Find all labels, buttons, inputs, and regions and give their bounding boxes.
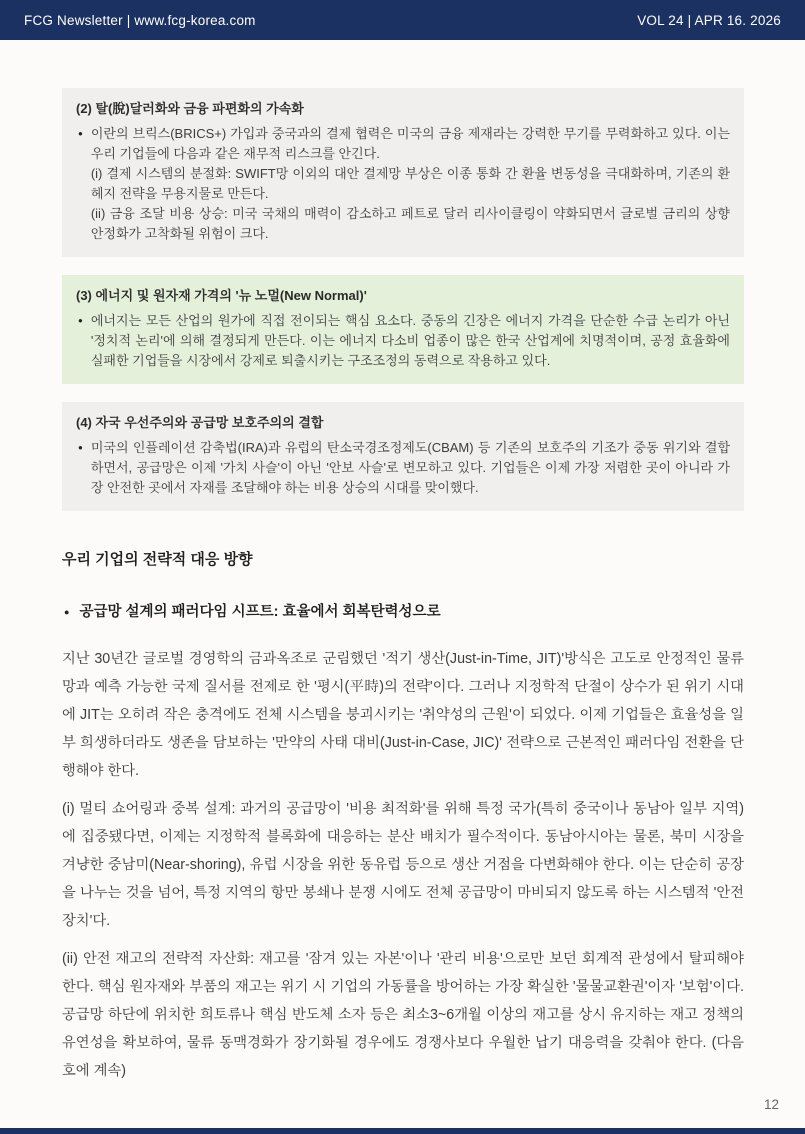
body-paragraph: (i) 멀티 쇼어링과 중복 설계: 과거의 공급망이 '비용 최적화'를 위해 특정 국가(특히 중국이나 동남아 일부 지역)에 집중됐다면, 이제는 지정학적 블록화에 대응하는 분산 배치가 필수적이다. 동남아시아는 물론, 북미 시장을 겨냥한 중남미(Near-shoring), 유럽 시장을 위한 동유럽 등으로 생산 거점을 다변화해야 한다. 이는 단순히 공장을 나누는 것을 넘어, 특정 지역의 항만 봉쇄나 분쟁 시에도 전체 공급망이 마비되지 않도록 하는 시스템적 '안전장치'다. (62, 801, 744, 929)
bullet-text: 이란의 브릭스(BRICS+) 가입과 중국과의 결제 협력은 미국의 금융 제재라는 강력한 무기를 무력화하고 있다. 이는 우리 기업들에 다음과 같은 재무적 리스크를 안긴다. (90, 126, 730, 161)
highlight-box-protectionism (62, 402, 744, 511)
body-paragraph: 지난 30년간 글로벌 경영학의 금과옥조로 군림했던 '적기 생산(Just-in-Time, JIT)'방식은 고도로 안정적인 물류망과 예측 가능한 국제 질서를 전제로 한 '평시(平時)의 전략'이다. 그러나 지정학적 단절이 상수가 된 위기 시대에 JIT는 오히려 작은 충격에도 전체 시스템을 붕괴시키는 '취약성의 근원'이 되었다. 이제 기업들은 효율성을 일부 희생하더라도 생존을 담보하는 '만약의 사태 대비(Just-in-Case, JIC)' 전략으로 근본적인 패러다임 전환을 단행해야 한다. (62, 651, 744, 779)
highlight-box-dedollarization (62, 88, 744, 257)
highlight-box-energy-new-normal (62, 275, 744, 384)
bullet-dot: ● (78, 316, 83, 325)
page-content (0, 40, 805, 1085)
bullet-item (76, 311, 730, 371)
box-title: (4) 자국 우선주의와 공급망 보호주의의 결합 (76, 415, 324, 430)
newsletter-title: FCG Newsletter | www.fcg-korea.com (24, 12, 256, 28)
bullet-dot: ● (64, 607, 70, 617)
body-paragraph: (ii) 안전 재고의 전략적 자산화: 재고를 '잠겨 있는 자본'이나 '관리 비용'으로만 보던 회계적 관성에서 탈피해야 한다. 핵심 원자재와 부품의 재고는 위기 시 기업의 가동률을 방어하는 가장 확실한 '물물교환권'이자 '보험'이다. 공급망 하단에 위치한 희토류나 핵심 반도체 소자 등은 최소3~6개월 이상의 재고를 상시 유지하는 재고 정책의 유연성을 확보하여, 물류 동맥경화가 장기화될 경우에도 경쟁사보다 우월한 납기 대응력을 갖춰야 한다. (다음 호에 계속) (62, 951, 744, 1079)
newsletter-header-bar (0, 0, 805, 40)
strategy-section-heading: 우리 기업의 전략적 대응 방향 (62, 551, 253, 568)
bullet-item (76, 438, 730, 498)
supply-chain-paradigm-subheading (62, 601, 744, 623)
page-number: 12 (763, 1097, 779, 1112)
subheading-text: 공급망 설계의 패러다임 시프트: 효율에서 회복탄력성으로 (79, 604, 441, 620)
bullet-item (76, 124, 730, 244)
footer-bar (0, 1128, 805, 1134)
volume-date: VOL 24 | APR 16. 2026 (637, 12, 781, 28)
box-title: (2) 탈(脫)달러화와 금융 파편화의 가속화 (76, 101, 304, 116)
bullet-subitem: (ii) 금융 조달 비용 상승: 미국 국채의 매력이 감소하고 페트로 달러 리사이클링이 약화되면서 글로벌 금리의 상향 안정화가 고착화될 위험이 크다. (90, 206, 730, 241)
box-title: (3) 에너지 및 원자재 가격의 '뉴 노멀(New Normal)' (76, 288, 367, 303)
bullet-text: 에너지는 모든 산업의 원가에 직접 전이되는 핵심 요소다. 중동의 긴장은 에너지 가격을 단순한 수급 논리가 아닌 '정치적 논리'에 의해 결정되게 만든다. 이는 에너지 다소비 업종이 많은 한국 산업계에 치명적이며, 공정 효율화에 실패한 기업들을 시장에서 강제로 퇴출시키는 구조조정의 동력으로 작용하고 있다. (90, 313, 730, 368)
bullet-dot: ● (78, 129, 83, 138)
bullet-subitem: (i) 결제 시스템의 분절화: SWIFT망 이외의 대안 결제망 부상은 이종 통화 간 환율 변동성을 극대화하며, 기존의 환헤지 전략을 무용지물로 만든다. (90, 166, 730, 201)
bullet-dot: ● (78, 443, 83, 452)
bullet-text: 미국의 인플레이션 감축법(IRA)과 유럽의 탄소국경조정제도(CBAM) 등 기존의 보호주의 기조가 중동 위기와 결합하면서, 공급망은 이제 '가치 사슬'이 아닌 '안보 사슬'로 변모하고 있다. 기업들은 이제 가장 저렴한 곳이 아니라 가장 안전한 곳에서 자재를 조달해야 하는 비용 상승의 시대를 맞이했다. (90, 440, 730, 495)
